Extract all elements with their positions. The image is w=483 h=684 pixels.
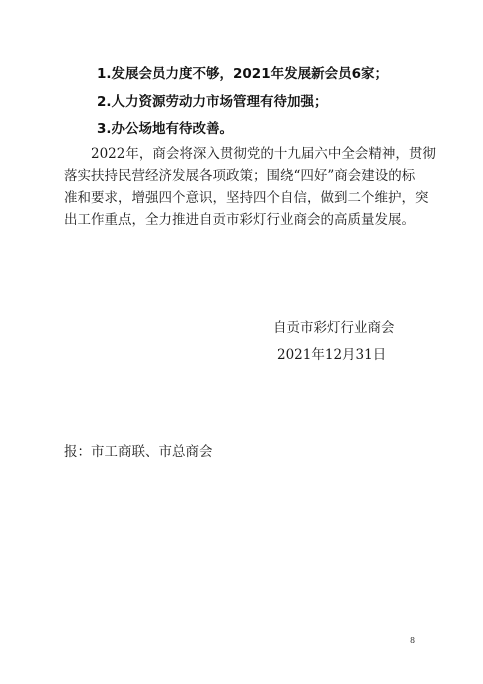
issue-item-1: 1.发展会员力度不够，2021年发展新会员6家； (97, 66, 388, 82)
paragraph-line: 出工作重点，全力推进自贡市彩灯行业商会的高质量发展。 (64, 212, 415, 228)
paragraph-line: 准和要求，增强四个意识，坚持四个自信，做到二个维护，突 (64, 190, 429, 206)
report-recipients: 报：市工商联、市总商会 (64, 444, 213, 460)
paragraph-line: 2022年，商会将深入贯彻党的十九届六中全会精神，贯彻 (91, 146, 436, 162)
issue-item-3: 3.办公场地有待改善。 (97, 121, 234, 137)
signature-organization: 自贡市彩灯行业商会 (273, 320, 395, 336)
paragraph-line: 落实扶持民营经济发展各项政策；围绕“四好”商会建设的标 (64, 168, 416, 184)
issue-item-2: 2.人力资源劳动力市场管理有待加强； (97, 94, 328, 110)
signature-date: 2021年12月31日 (277, 347, 387, 363)
plan-paragraph (64, 143, 436, 231)
page-number: 8 (410, 636, 416, 645)
